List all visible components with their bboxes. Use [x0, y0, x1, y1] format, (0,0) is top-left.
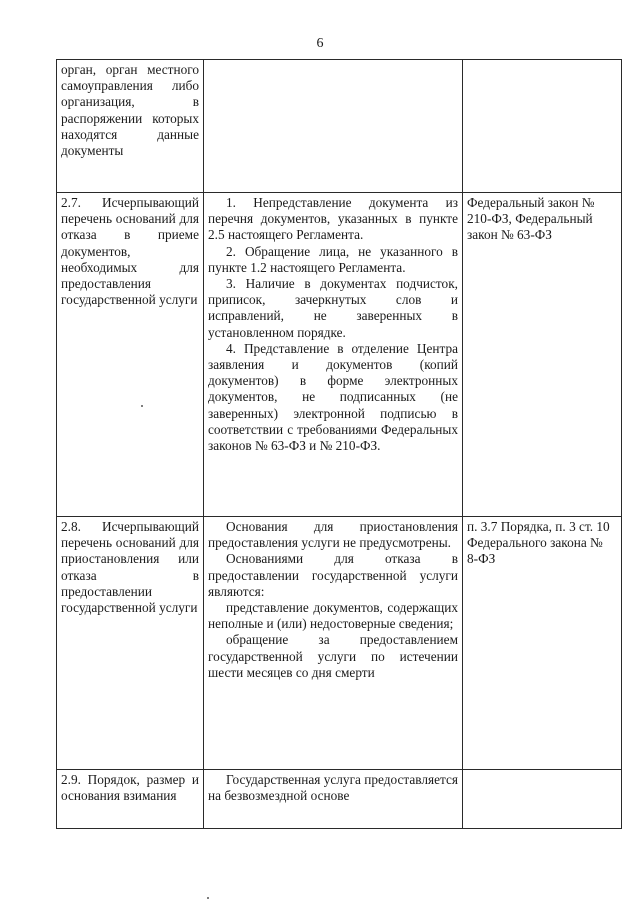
- scan-speck: [141, 405, 143, 407]
- row-title-cell: 2.7. Исчерпывающий перечень оснований для отказа в приеме документов, необходимых для предоставления государственной услуги: [57, 193, 204, 517]
- table-row: [57, 60, 622, 193]
- row-basis-cell: п. 3.7 Порядка, п. 3 ст. 10 Федерального закона № 8-ФЗ: [463, 517, 622, 770]
- row-basis-cell: [463, 60, 622, 193]
- table-row: [57, 193, 622, 517]
- content-paragraph: Основаниями для отказа в предоставлении государственной услуги являются:: [208, 551, 458, 599]
- page-number: 6: [316, 36, 324, 51]
- row-basis-cell: Федеральный закон № 210-ФЗ, Федеральный закон № 63-ФЗ: [463, 193, 622, 517]
- table-row: [57, 770, 622, 829]
- content-paragraph: обращение за предоставлением государственной услуги по истечении шести месяцев со дня смерти: [208, 632, 458, 680]
- row-content-cell: [204, 517, 463, 770]
- row-basis-cell: [463, 770, 622, 829]
- row-title-cell: орган, орган местного самоуправления либо организация, в распоряжении которых находятся данные документы: [57, 60, 204, 193]
- content-paragraph: 4. Представление в отделение Центра заявления и документов (копий документов) в форме электронных документов, не подписанных (не заверенных) электронной подписью в соответствии с требованиями Федеральных законов № 63-ФЗ и № 210-ФЗ.: [208, 340, 458, 454]
- content-paragraph: Основания для приостановления предоставления услуги не предусмотрены.: [208, 519, 458, 551]
- row-title-cell: 2.9. Порядок, размер и основания взимания: [57, 770, 204, 829]
- row-content-cell: [204, 60, 463, 193]
- row-title-cell: 2.8. Исчерпывающий перечень оснований для приостановления или отказа в предоставлении государственной услуги: [57, 517, 204, 770]
- content-paragraph: Государственная услуга предоставляется на безвозмездной основе: [208, 772, 459, 804]
- content-paragraph: 3. Наличие в документах подчисток, приписок, зачеркнутых слов и исправлений, не заверенных в установленном порядке.: [208, 276, 458, 340]
- content-paragraph: 1. Непредставление документа из перечня документов, указанных в пункте 2.5 настоящего Регламента.: [208, 195, 458, 243]
- content-paragraph: представление документов, содержащих неполные и (или) недостоверные сведения;: [208, 600, 458, 632]
- scan-speck: [207, 897, 209, 899]
- regulation-table: [56, 59, 622, 829]
- row-content-cell: [204, 193, 463, 517]
- table-row: [57, 517, 622, 770]
- content-paragraph: 2. Обращение лица, не указанного в пункте 1.2 настоящего Регламента.: [208, 243, 458, 275]
- row-content-cell: [204, 770, 463, 829]
